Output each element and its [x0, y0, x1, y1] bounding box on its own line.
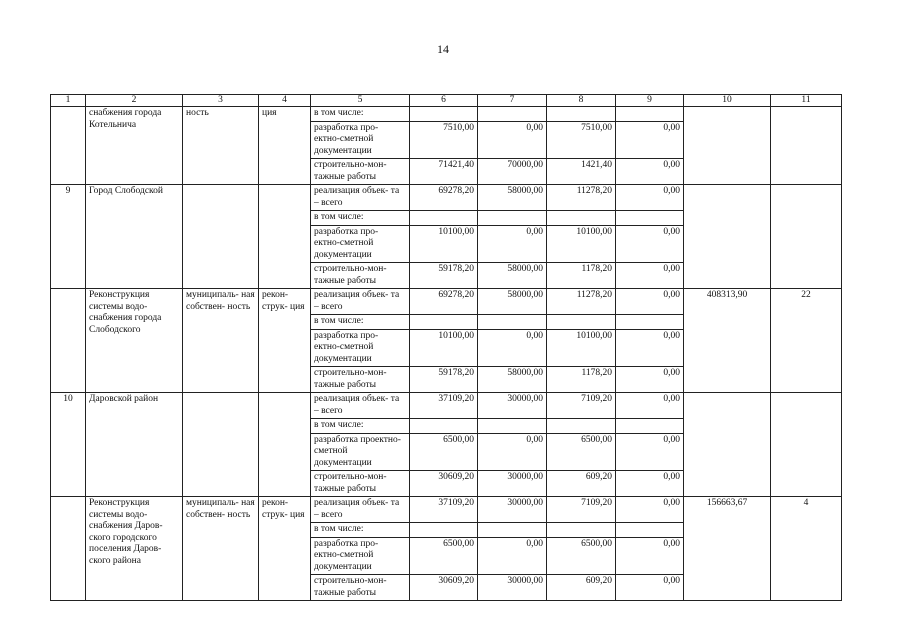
- amount-total-cell: 30609,20: [410, 575, 478, 601]
- funding-item-cell: строительно-мон- тажные работы: [311, 263, 410, 289]
- amount-col9-cell: 0,00: [616, 121, 684, 159]
- amount-col8-cell: [547, 211, 616, 226]
- amount-col8-cell: 1178,20: [547, 263, 616, 289]
- table-body: [51, 107, 842, 601]
- funding-item-cell: строительно-мон- тажные работы: [311, 575, 410, 601]
- funding-item-cell: в том числе:: [311, 315, 410, 330]
- object-name-cell: Даровской район: [86, 393, 183, 497]
- table-row: [51, 393, 842, 419]
- amount-col9-cell: 0,00: [616, 329, 684, 367]
- object-name-cell: снабжения города Котельнича: [86, 107, 183, 185]
- estimated-cost-cell: 408313,90: [684, 289, 771, 393]
- amount-total-cell: 6500,00: [410, 537, 478, 575]
- work-type-cell: [259, 393, 311, 497]
- amount-total-cell: 37109,20: [410, 497, 478, 523]
- row-number-cell: [51, 497, 86, 601]
- amount-col8-cell: [547, 523, 616, 538]
- column-11-cell: 4: [771, 497, 842, 601]
- amount-col7-cell: 0,00: [478, 537, 547, 575]
- amount-col8-cell: 1421,40: [547, 159, 616, 185]
- ownership-cell: муниципаль- ная собствен- ность: [183, 497, 259, 601]
- table-header: [51, 95, 842, 107]
- ownership-cell: муниципаль- ная собствен- ность: [183, 289, 259, 393]
- investment-table: [50, 94, 842, 601]
- funding-item-cell: разработка про- ектно-сметной документации: [311, 537, 410, 575]
- amount-col7-cell: 0,00: [478, 433, 547, 471]
- amount-total-cell: [410, 419, 478, 434]
- amount-col8-cell: [547, 419, 616, 434]
- amount-col9-cell: 0,00: [616, 393, 684, 419]
- amount-col8-cell: 10100,00: [547, 225, 616, 263]
- amount-col8-cell: 609,20: [547, 471, 616, 497]
- ownership-cell: [183, 393, 259, 497]
- amount-col7-cell: 30000,00: [478, 575, 547, 601]
- column-header-3: 3: [183, 95, 259, 107]
- amount-total-cell: 71421,40: [410, 159, 478, 185]
- funding-item-cell: в том числе:: [311, 419, 410, 434]
- amount-col8-cell: [547, 315, 616, 330]
- amount-col7-cell: 58000,00: [478, 263, 547, 289]
- amount-col8-cell: 6500,00: [547, 537, 616, 575]
- amount-col7-cell: [478, 523, 547, 538]
- amount-col9-cell: [616, 523, 684, 538]
- amount-col9-cell: 0,00: [616, 471, 684, 497]
- table-row: [51, 289, 842, 315]
- amount-total-cell: 10100,00: [410, 225, 478, 263]
- amount-col8-cell: 11278,20: [547, 289, 616, 315]
- amount-col9-cell: 0,00: [616, 289, 684, 315]
- amount-col8-cell: 7510,00: [547, 121, 616, 159]
- amount-col7-cell: 30000,00: [478, 393, 547, 419]
- amount-total-cell: 10100,00: [410, 329, 478, 367]
- amount-col7-cell: [478, 419, 547, 434]
- amount-col9-cell: 0,00: [616, 225, 684, 263]
- funding-item-cell: в том числе:: [311, 523, 410, 538]
- column-11-cell: 22: [771, 289, 842, 393]
- amount-col9-cell: [616, 211, 684, 226]
- column-header-5: 5: [311, 95, 410, 107]
- object-name-cell: Реконструкция системы водо- снабжения Даров- ского городского поселения Даров- ского района: [86, 497, 183, 601]
- column-header-9: 9: [616, 95, 684, 107]
- table-row: [51, 185, 842, 211]
- amount-total-cell: [410, 107, 478, 122]
- amount-col8-cell: 7109,20: [547, 497, 616, 523]
- funding-item-cell: разработка про- ектно-сметной документации: [311, 121, 410, 159]
- amount-col9-cell: 0,00: [616, 497, 684, 523]
- funding-item-cell: реализация объек- та – всего: [311, 497, 410, 523]
- amount-col7-cell: 30000,00: [478, 471, 547, 497]
- amount-col9-cell: [616, 419, 684, 434]
- column-header-6: 6: [410, 95, 478, 107]
- amount-col8-cell: 609,20: [547, 575, 616, 601]
- amount-col8-cell: 6500,00: [547, 433, 616, 471]
- amount-total-cell: 6500,00: [410, 433, 478, 471]
- amount-total-cell: [410, 523, 478, 538]
- column-11-cell: [771, 393, 842, 497]
- column-header-7: 7: [478, 95, 547, 107]
- amount-total-cell: 69278,20: [410, 185, 478, 211]
- column-header-10: 10: [684, 95, 771, 107]
- amount-total-cell: 59178,20: [410, 263, 478, 289]
- funding-item-cell: разработка про- ектно-сметной документации: [311, 329, 410, 367]
- object-name-cell: Реконструкция системы водо- снабжения города Слободского: [86, 289, 183, 393]
- amount-col9-cell: [616, 107, 684, 122]
- work-type-cell: ция: [259, 107, 311, 185]
- column-11-cell: [771, 185, 842, 289]
- column-header-8: 8: [547, 95, 616, 107]
- funding-item-cell: разработка про- ектно-сметной документации: [311, 225, 410, 263]
- amount-col9-cell: 0,00: [616, 263, 684, 289]
- amount-col7-cell: 70000,00: [478, 159, 547, 185]
- amount-col9-cell: 0,00: [616, 575, 684, 601]
- amount-total-cell: 59178,20: [410, 367, 478, 393]
- amount-col8-cell: [547, 107, 616, 122]
- funding-item-cell: в том числе:: [311, 107, 410, 122]
- amount-col9-cell: 0,00: [616, 433, 684, 471]
- amount-col8-cell: 7109,20: [547, 393, 616, 419]
- column-11-cell: [771, 107, 842, 185]
- column-header-2: 2: [86, 95, 183, 107]
- funding-item-cell: строительно-мон- тажные работы: [311, 159, 410, 185]
- amount-total-cell: [410, 211, 478, 226]
- object-name-cell: Город Слободской: [86, 185, 183, 289]
- amount-col9-cell: 0,00: [616, 159, 684, 185]
- funding-item-cell: разработка проектно-сметной документации: [311, 433, 410, 471]
- amount-total-cell: 7510,00: [410, 121, 478, 159]
- row-number-cell: 10: [51, 393, 86, 497]
- column-header-4: 4: [259, 95, 311, 107]
- row-number-cell: [51, 289, 86, 393]
- amount-col9-cell: [616, 315, 684, 330]
- funding-item-cell: строительно-мон- тажные работы: [311, 471, 410, 497]
- work-type-cell: [259, 185, 311, 289]
- row-number-cell: 9: [51, 185, 86, 289]
- amount-col8-cell: 1178,20: [547, 367, 616, 393]
- amount-col7-cell: 0,00: [478, 121, 547, 159]
- amount-total-cell: 30609,20: [410, 471, 478, 497]
- amount-col9-cell: 0,00: [616, 537, 684, 575]
- amount-col7-cell: 58000,00: [478, 289, 547, 315]
- funding-item-cell: реализация объек- та – всего: [311, 393, 410, 419]
- table-row: [51, 497, 842, 523]
- amount-col8-cell: 11278,20: [547, 185, 616, 211]
- column-header-11: 11: [771, 95, 842, 107]
- funding-item-cell: строительно-мон- тажные работы: [311, 367, 410, 393]
- funding-item-cell: реализация объек- та – всего: [311, 289, 410, 315]
- table-row: [51, 107, 842, 122]
- work-type-cell: рекон- струк- ция: [259, 497, 311, 601]
- amount-col7-cell: [478, 211, 547, 226]
- amount-total-cell: 37109,20: [410, 393, 478, 419]
- estimated-cost-cell: [684, 393, 771, 497]
- column-header-1: 1: [51, 95, 86, 107]
- estimated-cost-cell: [684, 107, 771, 185]
- funding-item-cell: реализация объек- та – всего: [311, 185, 410, 211]
- funding-item-cell: в том числе:: [311, 211, 410, 226]
- amount-col7-cell: 0,00: [478, 225, 547, 263]
- amount-col7-cell: 58000,00: [478, 185, 547, 211]
- amount-col8-cell: 10100,00: [547, 329, 616, 367]
- ownership-cell: ность: [183, 107, 259, 185]
- row-number-cell: [51, 107, 86, 185]
- amount-total-cell: 69278,20: [410, 289, 478, 315]
- amount-col7-cell: 30000,00: [478, 497, 547, 523]
- amount-col9-cell: 0,00: [616, 185, 684, 211]
- amount-total-cell: [410, 315, 478, 330]
- estimated-cost-cell: [684, 185, 771, 289]
- estimated-cost-cell: 156663,67: [684, 497, 771, 601]
- amount-col9-cell: 0,00: [616, 367, 684, 393]
- work-type-cell: рекон- струк- ция: [259, 289, 311, 393]
- amount-col7-cell: 0,00: [478, 329, 547, 367]
- amount-col7-cell: [478, 315, 547, 330]
- page-number: 14: [437, 42, 449, 56]
- amount-col7-cell: [478, 107, 547, 122]
- amount-col7-cell: 58000,00: [478, 367, 547, 393]
- ownership-cell: [183, 185, 259, 289]
